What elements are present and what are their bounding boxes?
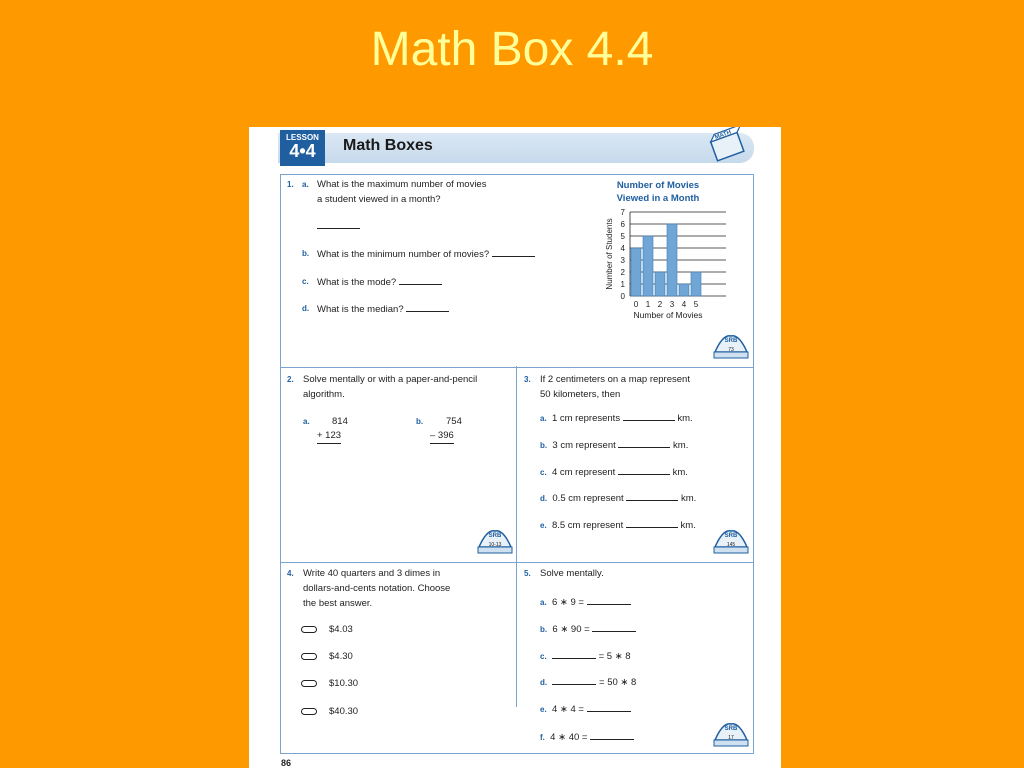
answer-blank[interactable] [552, 649, 596, 659]
answer-blank[interactable] [592, 622, 636, 632]
radio-option[interactable] [301, 708, 317, 715]
q2b-letter: b. [416, 417, 424, 426]
q1a-line2: a student viewed in a month? [317, 194, 441, 205]
worksheet-page [249, 127, 781, 768]
q3d-letter: d. [540, 494, 548, 503]
answer-blank[interactable] [492, 247, 535, 257]
srb-page: 10-13 [488, 542, 502, 548]
option-row[interactable] [301, 623, 353, 637]
answer-blank[interactable] [552, 675, 596, 685]
bar [679, 284, 689, 296]
divider [281, 367, 753, 368]
q1d-text: What is the median? [317, 304, 404, 315]
q1a-letter: a. [302, 180, 309, 189]
answer-blank[interactable] [590, 730, 634, 740]
q4-line3: the best answer. [303, 598, 373, 609]
radio-option[interactable] [301, 626, 317, 633]
srb-label: SRB [724, 338, 738, 344]
y-tick-label: 1 [620, 280, 625, 289]
bar [667, 224, 677, 296]
srb-label: SRB [724, 533, 738, 539]
q3-line2: 50 kilometers, then [540, 389, 621, 400]
q3b-text: 3 cm represent [552, 440, 616, 451]
y-tick-label: 0 [620, 292, 625, 301]
option-row[interactable] [301, 677, 358, 691]
answer-blank[interactable] [626, 491, 678, 501]
q1d-letter: d. [302, 304, 310, 313]
answer-blank[interactable] [406, 302, 449, 312]
q5a-text: 6 ∗ 9 = [551, 597, 584, 608]
answer-blank[interactable] [618, 438, 670, 448]
srb-page: 17 [728, 735, 734, 741]
q1b-text: What is the minimum number of movies? [317, 249, 490, 260]
q1c-text: What is the mode? [317, 277, 397, 288]
answer-blank[interactable] [317, 219, 360, 229]
q3c-letter: c. [540, 468, 547, 477]
option-row[interactable] [301, 650, 353, 664]
q5f-letter: f. [540, 733, 545, 742]
q3e-letter: e. [540, 521, 547, 530]
q5b-text: 6 ∗ 90 = [552, 624, 590, 635]
lesson-number: 4•4 [289, 141, 316, 161]
srb-icon [711, 328, 751, 362]
option-label: $4.03 [329, 624, 353, 635]
q3a-letter: a. [540, 414, 547, 423]
divider [281, 562, 753, 563]
option-label: $40.30 [329, 706, 359, 717]
q3a-text: 1 cm represents [551, 413, 621, 424]
x-tick-label: 1 [645, 300, 651, 309]
srb-icon [475, 523, 515, 557]
math-box-icon [705, 127, 747, 165]
q5e-letter: e. [540, 705, 547, 714]
q2a-top: 814 [332, 416, 348, 427]
srb-icon [711, 523, 751, 557]
x-tick-label: 4 [681, 300, 687, 309]
q5e-text: 4 ∗ 4 = [551, 704, 584, 715]
q2a-bottom: + 123 [317, 429, 341, 444]
y-tick-label: 6 [620, 220, 625, 229]
unit-km: km. [673, 440, 689, 451]
q3-number: 3. [524, 375, 531, 384]
y-tick-label: 4 [620, 244, 625, 253]
answer-blank[interactable] [623, 411, 675, 421]
slide-title: Math Box 4.4 [370, 23, 654, 76]
q5-number: 5. [524, 569, 531, 578]
x-tick-label: 3 [669, 300, 675, 309]
answer-blank[interactable] [626, 518, 678, 528]
q2-line2: algorithm. [303, 389, 345, 400]
srb-label: SRB [488, 533, 502, 539]
radio-option[interactable] [301, 653, 317, 660]
q1a-line1: What is the maximum number of movies [317, 179, 487, 190]
q5d-letter: d. [540, 678, 548, 687]
divider [516, 366, 517, 707]
q1b-letter: b. [302, 249, 310, 258]
q3b-letter: b. [540, 441, 548, 450]
bar [643, 236, 653, 296]
x-tick-label: 2 [657, 300, 663, 309]
srb-page: 145 [726, 542, 736, 548]
answer-blank[interactable] [587, 595, 631, 605]
bar [691, 272, 701, 296]
answer-blank[interactable] [618, 465, 670, 475]
q5d-text: = 50 ∗ 8 [599, 677, 637, 688]
option-label: $4.30 [329, 651, 353, 662]
q5-line1: Solve mentally. [540, 568, 604, 579]
q3c-text: 4 cm represent [551, 467, 616, 478]
q3-line1: If 2 centimeters on a map represent [540, 374, 690, 385]
option-label: $10.30 [329, 678, 359, 689]
unit-km: km. [680, 493, 697, 504]
q5f-text: 4 ∗ 40 = [550, 732, 588, 743]
q3d-text: 0.5 cm represent [552, 493, 624, 504]
bar [655, 272, 665, 296]
lesson-label: LESSON [286, 133, 319, 142]
srb-label: SRB [724, 726, 738, 732]
bar-chart [604, 205, 734, 325]
q4-line1: Write 40 quarters and 3 dimes in [303, 568, 441, 579]
x-tick-label: 0 [633, 300, 639, 309]
q5c-text: = 5 ∗ 8 [598, 651, 631, 662]
answer-blank[interactable] [399, 275, 442, 285]
srb-icon [711, 716, 751, 750]
chart-title-line1: Number of Movies [616, 180, 700, 191]
q2-line1: Solve mentally or with a paper-and-pencil [303, 374, 478, 385]
y-tick-label: 7 [620, 208, 625, 217]
chart-title-line2: Viewed in a Month [616, 193, 700, 204]
radio-option[interactable] [301, 680, 317, 687]
q4-line2: dollars-and-cents notation. Choose [303, 583, 451, 594]
answer-blank[interactable] [587, 702, 631, 712]
q1c-letter: c. [302, 277, 309, 286]
y-tick-label: 2 [620, 268, 625, 277]
y-tick-label: 5 [620, 232, 625, 241]
page-title: Math Boxes [343, 137, 433, 154]
q3e-text: 8.5 cm represent [551, 520, 624, 531]
y-tick-label: 3 [620, 256, 625, 265]
q2-number: 2. [287, 375, 294, 384]
q5b-letter: b. [540, 625, 548, 634]
x-axis-label: Number of Movies [633, 310, 703, 320]
unit-km: km. [677, 413, 693, 424]
q2a-letter: a. [303, 417, 310, 426]
q5a-letter: a. [540, 598, 547, 607]
unit-km: km. [672, 467, 688, 478]
option-row[interactable] [301, 705, 358, 719]
srb-page: 73 [728, 347, 734, 353]
y-axis-label: Number of Students [605, 218, 614, 290]
chart-title [598, 179, 718, 205]
q5c-letter: c. [540, 652, 547, 661]
lesson-badge [280, 130, 325, 166]
math-badge-text: MATH [714, 129, 733, 142]
bar [631, 248, 641, 296]
q2b-top: 754 [446, 416, 462, 427]
q1-number: 1. [287, 180, 294, 189]
page-number: 86 [281, 758, 292, 768]
unit-km: km. [680, 520, 696, 531]
q2b-bottom: – 396 [430, 429, 454, 444]
q4-number: 4. [287, 569, 294, 578]
x-tick-label: 5 [693, 300, 699, 309]
